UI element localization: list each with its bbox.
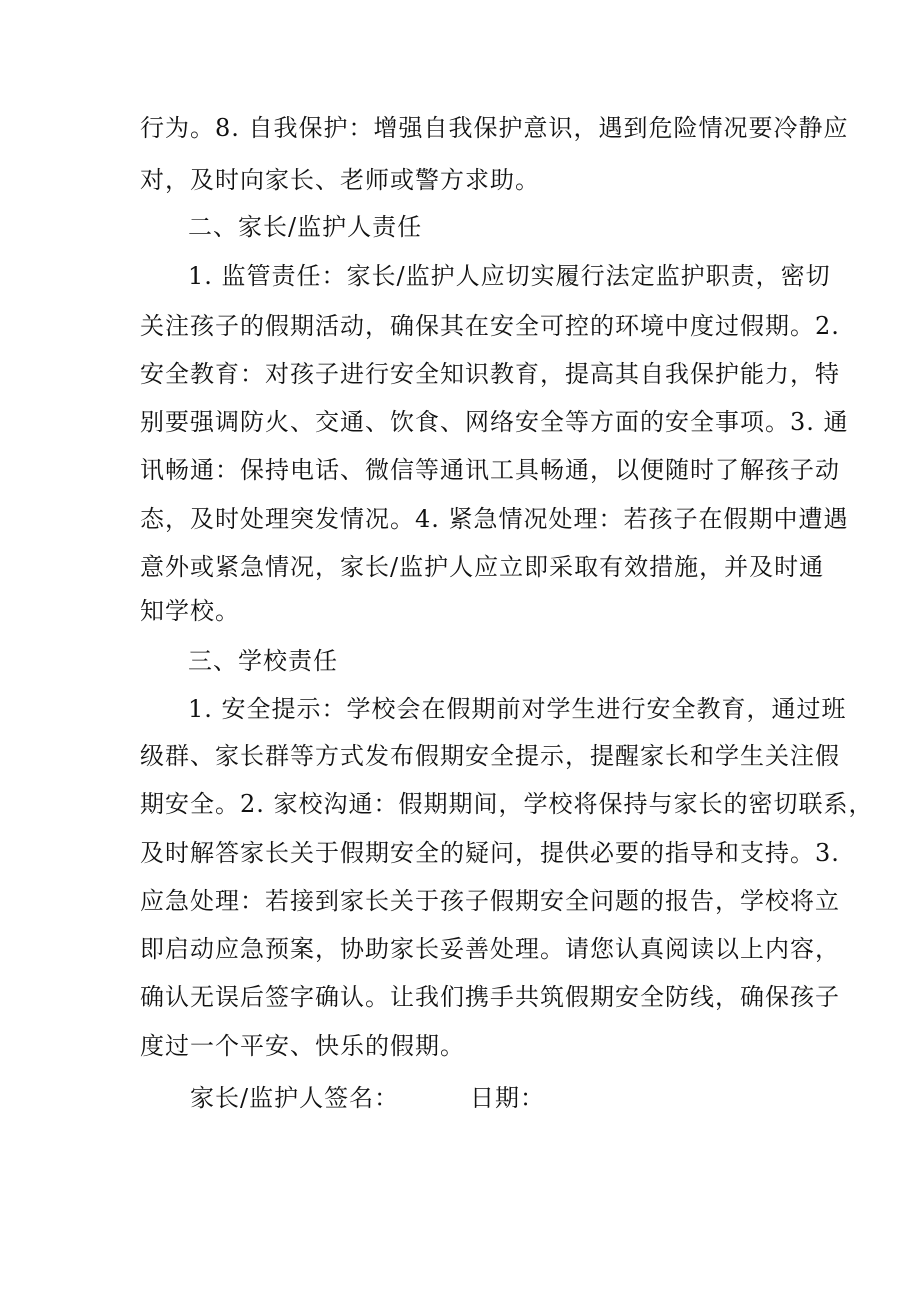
text-line: 级群、家长群等方式发布假期安全提示，提醒家长和学生关注假 xyxy=(140,742,840,770)
text-line: 行为。8. 自我保护：增强自我保护意识，遇到危险情况要冷静应 xyxy=(140,114,849,142)
signature-label: 家长/监护人签名： xyxy=(190,1084,400,1112)
text-line: 意外或紧急情况，家长/监护人应立即采取有效措施，并及时通 xyxy=(140,553,825,581)
text-line: 关注孩子的假期活动，确保其在安全可控的环境中度过假期。2. xyxy=(140,312,840,340)
text-line: 知学校。 xyxy=(140,597,240,625)
text-line: 确认无误后签字确认。让我们携手共筑假期安全防线，确保孩子 xyxy=(140,983,840,1011)
text-line: 态，及时处理突发情况。4. 紧急情况处理：若孩子在假期中遭遇 xyxy=(140,505,849,533)
text-line: 讯畅通：保持电话、微信等通讯工具畅通，以便随时了解孩子动 xyxy=(140,456,840,484)
text-line: 安全教育：对孩子进行安全知识教育，提高其自我保护能力，特 xyxy=(140,360,840,388)
text-line: 对，及时向家长、老师或警方求助。 xyxy=(140,166,540,194)
text-line: 应急处理：若接到家长关于孩子假期安全问题的报告，学校将立 xyxy=(140,887,840,915)
date-label: 日期： xyxy=(470,1084,545,1112)
text-line: 及时解答家长关于假期安全的疑问，提供必要的指导和支持。3. xyxy=(140,839,840,867)
text-line: 期安全。2. 家校沟通：假期期间，学校将保持与家长的密切联系， xyxy=(140,790,874,818)
section-heading-parent-duty: 二、家长/监护人责任 xyxy=(188,213,423,241)
text-line: 即启动应急预案，协助家长妥善处理。请您认真阅读以上内容， xyxy=(140,935,840,963)
text-line: 1. 安全提示：学校会在假期前对学生进行安全教育，通过班 xyxy=(188,695,847,723)
text-line: 度过一个平安、快乐的假期。 xyxy=(140,1032,465,1060)
text-line: 1. 监管责任：家长/监护人应切实履行法定监护职责，密切 xyxy=(188,262,831,290)
section-heading-school-duty: 三、学校责任 xyxy=(188,647,338,675)
text-line: 别要强调防火、交通、饮食、网络安全等方面的安全事项。3. 通 xyxy=(140,408,849,436)
